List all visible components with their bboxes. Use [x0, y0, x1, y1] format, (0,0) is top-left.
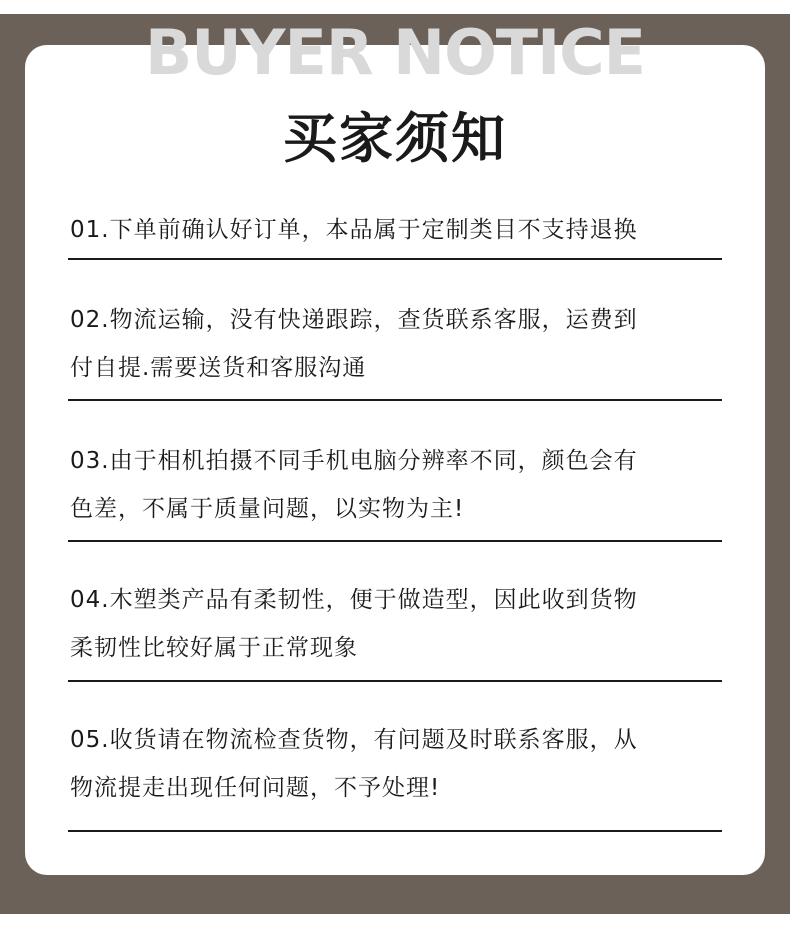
notice-item-4 — [70, 578, 722, 670]
divider-5 — [68, 830, 722, 832]
notice-item-3 — [70, 439, 722, 531]
divider-4 — [68, 680, 722, 682]
notice-4-line-1: 04.木塑类产品有柔韧性，便于做造型，因此收到货物 — [70, 587, 638, 613]
divider-3 — [68, 540, 722, 542]
notice-item-2 — [70, 298, 722, 390]
notice-item-1 — [70, 208, 722, 252]
notice-2-line-2: 付自提.需要送货和客服沟通 — [70, 355, 367, 381]
divider-1 — [68, 258, 722, 260]
page-title: 买家须知 — [283, 107, 507, 170]
notice-4-line-2: 柔韧性比较好属于正常现象 — [70, 635, 358, 661]
notice-1-line-1: 01.下单前确认好订单，本品属于定制类目不支持退换 — [70, 217, 638, 243]
notice-2-line-1: 02.物流运输，没有快递跟踪，查货联系客服，运费到 — [70, 307, 638, 333]
watermark-heading: BUYER NOTICE — [145, 16, 645, 89]
divider-2 — [68, 399, 722, 401]
notice-5-line-2: 物流提走出现任何问题，不予处理! — [70, 775, 441, 801]
notice-3-line-2: 色差，不属于质量问题，以实物为主! — [70, 496, 465, 522]
notice-5-line-1: 05.收货请在物流检查货物，有问题及时联系客服，从 — [70, 727, 638, 753]
notice-item-5 — [70, 718, 722, 810]
notice-3-line-1: 03.由于相机拍摄不同手机电脑分辨率不同，颜色会有 — [70, 448, 638, 474]
